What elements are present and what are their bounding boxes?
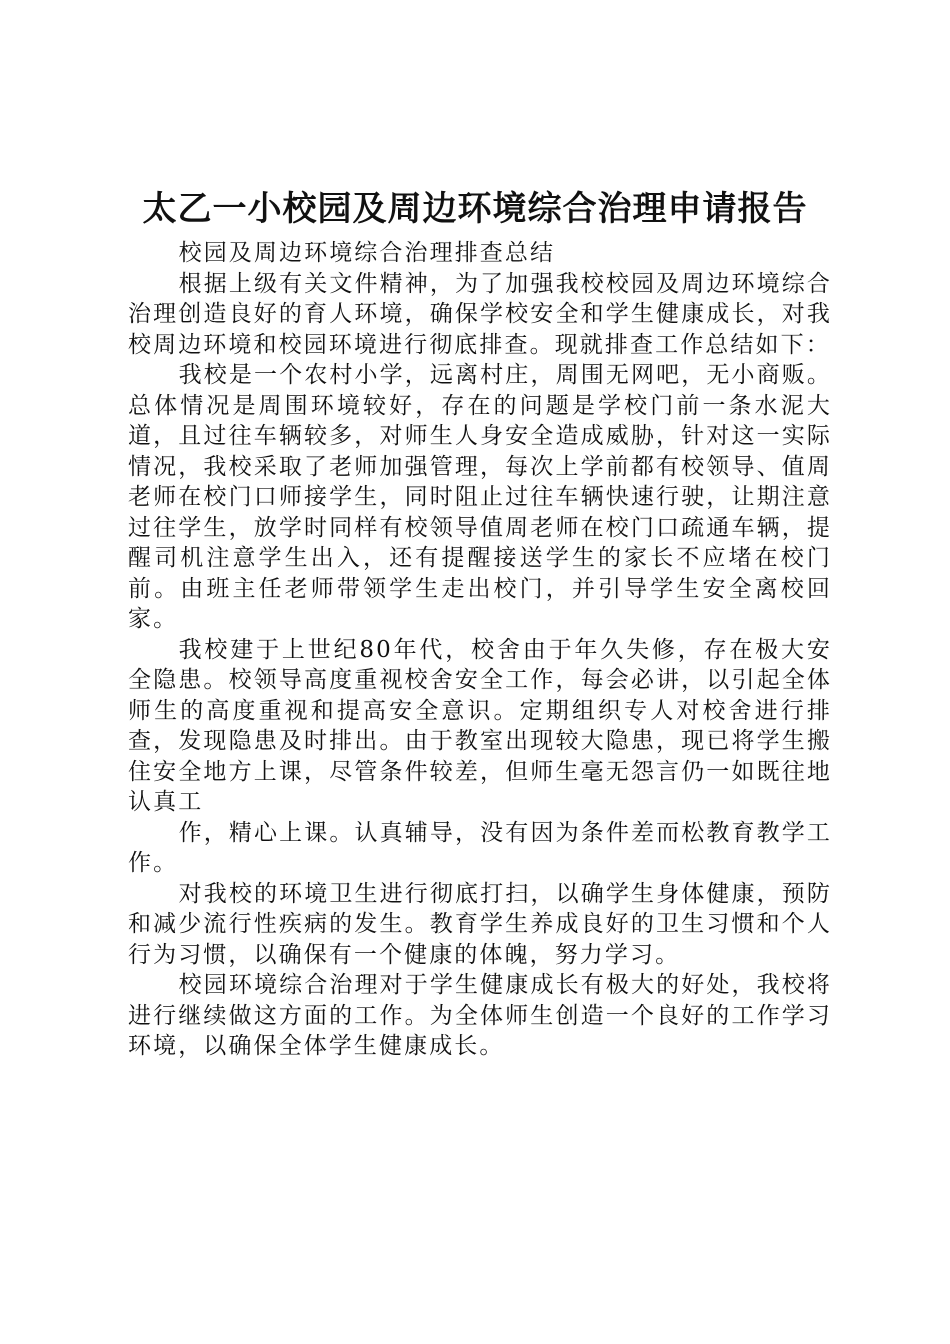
paragraph-conclusion: 校园环境综合治理对于学生健康成长有极大的好处，我校将进行继续做这方面的工作。为全体师生创造一个良好的工作学习环境，以确保全体学生健康成长。 — [128, 972, 832, 1059]
paragraph-surroundings: 我校是一个农村小学，远离村庄，周围无网吧，无小商贩。总体情况是周围环境较好，存在的问题是学校门前一条水泥大道，且过往车辆较多，对师生人身安全造成威胁，针对这一实际情况，我校采取了老师加强管理，每次上学前都有校领导、值周老师在校门口师接学生，同时阻止过往车辆快速行驶，让期注意过往学生，放学时同样有校领导值周老师在校门口疏通车辆，提醒司机注意学生出入，还有提醒接送学生的家长不应堵在校门前。由班主任老师带领学生走出校门，并引导学生安全离校回家。 — [128, 362, 832, 632]
paragraph-hygiene: 对我校的环境卫生进行彻底打扫，以确学生身体健康，预防和减少流行性疾病的发生。教育学生养成良好的卫生习惯和个人行为习惯，以确保有一个健康的体魄，努力学习。 — [128, 880, 832, 968]
document-body — [128, 238, 832, 1062]
paragraph-buildings-continued: 作，精心上课。认真辅导，没有因为条件差而松教育教学工作。 — [128, 819, 832, 876]
paragraph-subtitle: 校园及周边环境综合治理排查总结 — [178, 240, 556, 266]
document-title: 太乙一小校园及周边环境综合治理申请报告 — [142, 189, 808, 229]
paragraph-intro: 根据上级有关文件精神，为了加强我校校园及周边环境综合治理创造良好的育人环境，确保学校安全和学生健康成长，对我校周边环境和校园环境进行彻底排查。现就排查工作总结如下： — [128, 270, 832, 358]
paragraph-buildings: 我校建于上世纪80年代，校舍由于年久失修，存在极大安全隐患。校领导高度重视校舍安全工作，每会必讲，以引起全体师生的高度重视和提高安全意识。定期组织专人对校舍进行排查，发现隐患及时排出。由于教室出现较大隐患，现已将学生搬住安全地方上课，尽管条件较差，但师生毫无怨言仍一如既往地认真工 — [128, 636, 832, 815]
